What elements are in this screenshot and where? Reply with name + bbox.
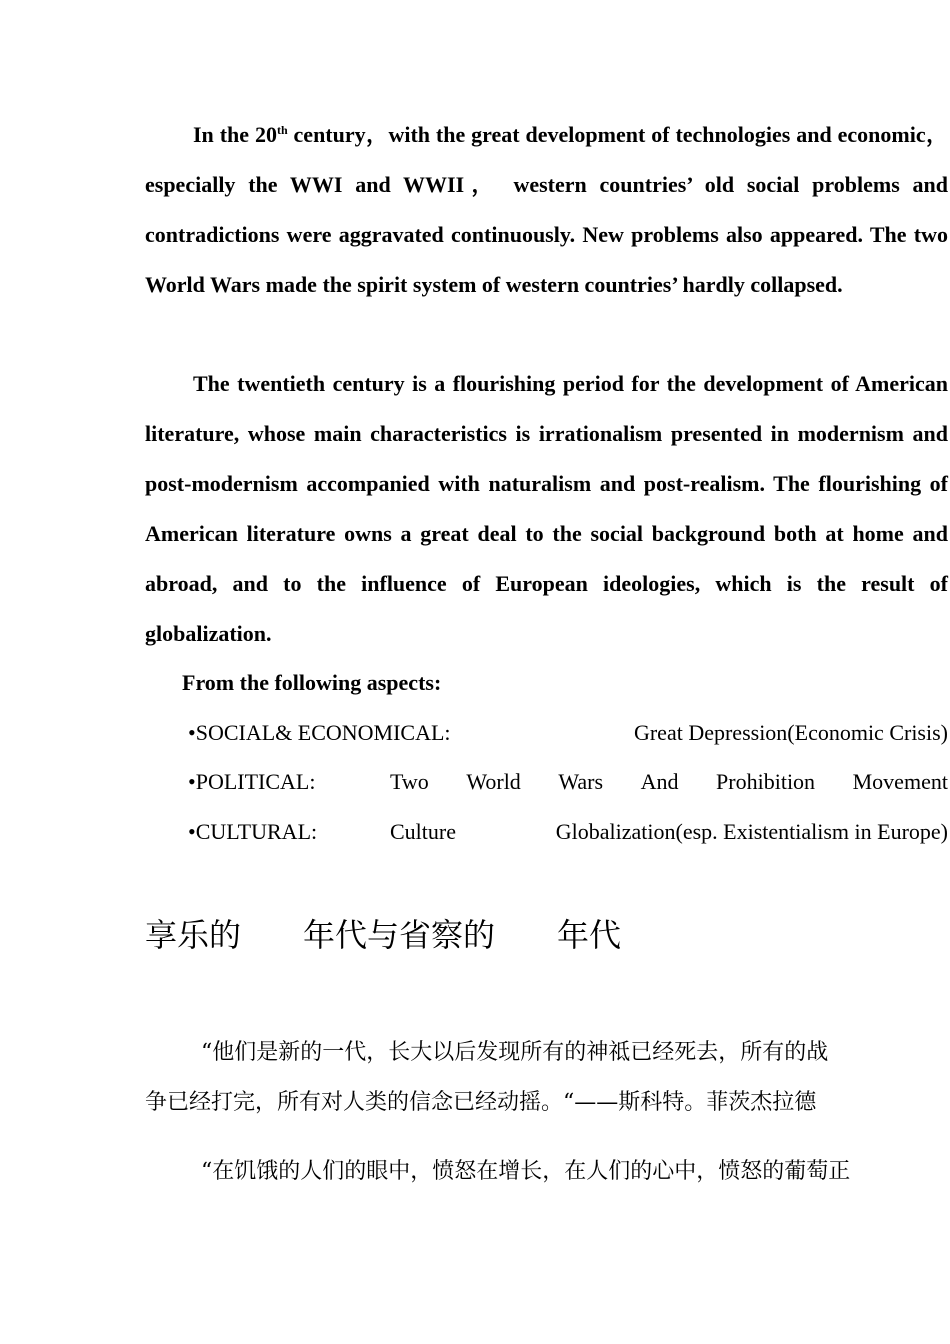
quote-line: 争已经打完，所有对人类的信念已经动摇。“——斯科特。菲茨杰拉德 [145, 1090, 817, 1115]
heading-part: 享乐的 [145, 916, 242, 954]
section-heading-cn [145, 908, 621, 962]
aspect-word: Culture [390, 819, 456, 844]
aspect-political-value [390, 757, 948, 807]
quote-line: “他们是新的一代，长大以后发现所有的神祗已经死去，所有的战 [201, 1040, 829, 1065]
aspect-cultural-label: •CULTURAL: [188, 819, 318, 844]
aspect-word: Two [390, 769, 429, 794]
aspect-social-label: •SOCIAL& ECONOMICAL: [188, 720, 451, 745]
aspect-word: World [466, 769, 521, 794]
aspect-word: And [640, 769, 679, 794]
aspect-social [188, 708, 948, 758]
aspect-cultural [188, 807, 948, 857]
aspect-social-value: Great Depression(Economic Crisis) [633, 720, 948, 745]
fitzgerald-quote [145, 1028, 948, 1128]
intro-text-rest: century，with the great development of technologies and economic，especially the WWI and WWII， western countries’ old social problems and contradictions were aggravated continuously. New problems also appeared. The two World Wars made the spirit system of western countries’ hardly collapsed. [145, 122, 949, 297]
heading-part: 年代与省察的 [303, 916, 496, 954]
aspect-political [188, 757, 948, 807]
aspect-political-label: •POLITICAL: [188, 769, 316, 794]
intro-paragraph [145, 110, 948, 310]
literature-text: The twentieth century is a flourishing period for the development of American literature, whose main characteristics is irrationalism presented in modernism and post-modernism accompanied with naturalism and post-realism. The flourishing of American literature owns a great deal to the social background both at home and abroad, and to the influence of European ideologies, which is the result of globalization. [145, 371, 948, 646]
aspects-heading: From the following aspects: [182, 670, 442, 695]
quote-line: “在饥饿的人们的眼中，愤怒在增长，在人们的心中，愤怒的葡萄正 [201, 1159, 851, 1184]
ordinal-suffix: th [276, 123, 288, 137]
aspect-word: Wars [558, 769, 604, 794]
grapes-quote [145, 1147, 948, 1197]
literature-paragraph [145, 359, 948, 659]
aspect-word: Movement [852, 769, 948, 794]
aspect-word: Globalization(esp. Existentialism in Europe) [555, 819, 948, 844]
heading-part: 年代 [557, 916, 622, 954]
intro-text-start: In the 20 [193, 122, 277, 147]
aspect-cultural-value [390, 807, 948, 857]
aspect-word: Prohibition [716, 769, 816, 794]
